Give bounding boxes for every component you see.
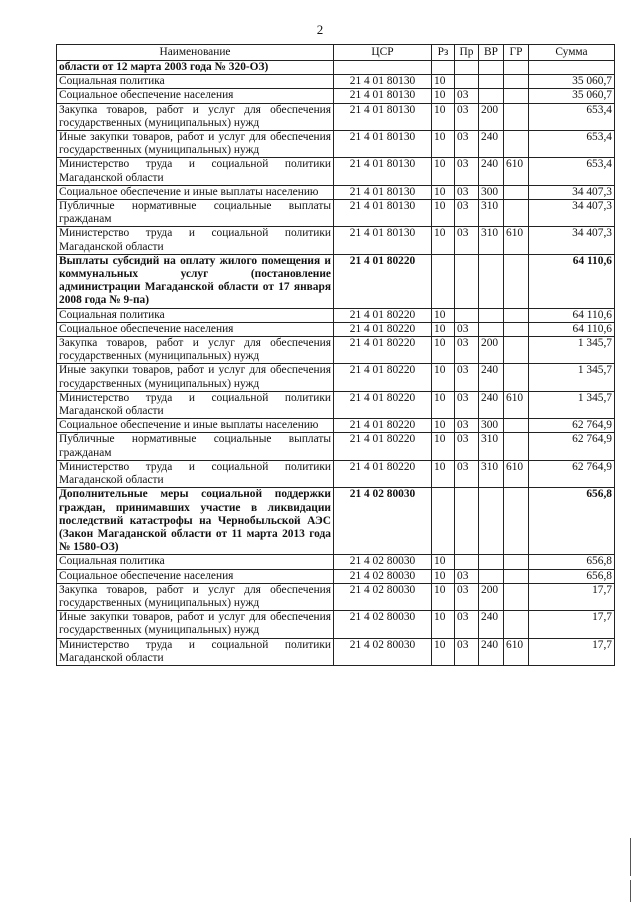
header-sum: Сумма [529,45,615,61]
cell-sum: 35 060,7 [529,89,615,103]
cell-rz: 10 [432,158,455,185]
cell-gr [504,61,529,75]
cell-sum: 653,4 [529,158,615,185]
cell-pr: 03 [455,460,479,487]
cell-sum: 17,7 [529,611,615,638]
cell-vr [479,488,504,555]
cell-csr: 21 4 01 80220 [334,308,432,322]
cell-vr: 200 [479,583,504,610]
cell-csr: 21 4 01 80220 [334,254,432,308]
table-row [57,433,615,460]
cell-csr: 21 4 01 80130 [334,185,432,199]
cell-pr [455,488,479,555]
page-number: 2 [316,22,324,37]
cell-name: Иные закупки товаров, работ и услуг для обеспечения государственных (муниципальных) нужд [57,611,334,638]
cell-name: Дополнительные меры социальной поддержки граждан, принимавших участие в ликвидации последствий катастрофы на Чернобыльской АЭС (Закон Магаданской области от 11 марта 2013 года № 1580-ОЗ) [57,488,334,555]
cell-vr: 240 [479,364,504,391]
table-header-row [57,45,615,61]
cell-rz: 10 [432,583,455,610]
cell-gr [504,488,529,555]
cell-vr [479,569,504,583]
cell-sum: 656,8 [529,555,615,569]
cell-name: Выплаты субсидий на оплату жилого помещения и коммунальных услуг (постановление администрации Магаданской области от 17 января 2008 года № 9-па) [57,254,334,308]
cell-rz: 10 [432,103,455,130]
table-row [57,103,615,130]
table-row [57,75,615,89]
cell-gr [504,583,529,610]
cell-csr: 21 4 01 80130 [334,131,432,158]
cell-rz: 10 [432,364,455,391]
cell-rz: 10 [432,555,455,569]
cell-name: Закупка товаров, работ и услуг для обеспечения государственных (муниципальных) нужд [57,583,334,610]
cell-sum: 62 764,9 [529,419,615,433]
cell-pr: 03 [455,583,479,610]
cell-gr: 610 [504,227,529,254]
cell-name: Министерство труда и социальной политики Магаданской области [57,460,334,487]
cell-vr: 300 [479,185,504,199]
cell-pr [455,308,479,322]
cell-pr [455,555,479,569]
header-vr: ВР [479,45,504,61]
cell-sum: 34 407,3 [529,185,615,199]
cell-name: Социальное обеспечение и иные выплаты населению [57,185,334,199]
cell-rz: 10 [432,131,455,158]
cell-rz: 10 [432,322,455,336]
cell-rz [432,488,455,555]
cell-csr: 21 4 01 80130 [334,89,432,103]
cell-vr [479,555,504,569]
cell-rz: 10 [432,75,455,89]
table-row [57,322,615,336]
cell-pr: 03 [455,391,479,418]
cell-csr: 21 4 02 80030 [334,611,432,638]
cell-sum: 1 345,7 [529,364,615,391]
budget-table [56,44,615,666]
cell-pr: 03 [455,227,479,254]
cell-name: Социальное обеспечение населения [57,322,334,336]
cell-name: Социальная политика [57,308,334,322]
cell-pr: 03 [455,364,479,391]
cell-sum: 656,8 [529,569,615,583]
cell-pr: 03 [455,433,479,460]
cell-csr: 21 4 02 80030 [334,488,432,555]
scan-edge-mark [630,838,631,876]
cell-pr: 03 [455,158,479,185]
cell-rz: 10 [432,391,455,418]
cell-rz: 10 [432,611,455,638]
cell-vr: 240 [479,611,504,638]
cell-pr: 03 [455,200,479,227]
cell-vr [479,254,504,308]
cell-gr [504,419,529,433]
table-row [57,555,615,569]
cell-vr: 240 [479,158,504,185]
table-row [57,419,615,433]
cell-pr: 03 [455,337,479,364]
cell-pr: 03 [455,611,479,638]
cell-name: Закупка товаров, работ и услуг для обеспечения государственных (муниципальных) нужд [57,103,334,130]
cell-pr: 03 [455,569,479,583]
cell-pr [455,75,479,89]
cell-sum: 1 345,7 [529,391,615,418]
cell-csr: 21 4 01 80130 [334,103,432,130]
cell-name: Министерство труда и социальной политики Магаданской области [57,638,334,665]
cell-rz: 10 [432,185,455,199]
cell-sum: 17,7 [529,583,615,610]
cell-vr: 240 [479,391,504,418]
table-row [57,61,615,75]
table-row [57,200,615,227]
cell-gr [504,103,529,130]
cell-rz: 10 [432,638,455,665]
cell-rz: 10 [432,337,455,364]
cell-vr: 310 [479,460,504,487]
cell-rz [432,61,455,75]
cell-gr [504,433,529,460]
cell-gr [504,131,529,158]
cell-vr [479,322,504,336]
cell-gr [504,89,529,103]
header-pr: Пр [455,45,479,61]
table-row [57,158,615,185]
header-rz: Рз [432,45,455,61]
cell-pr [455,254,479,308]
cell-rz [432,254,455,308]
cell-gr: 610 [504,158,529,185]
cell-csr: 21 4 02 80030 [334,583,432,610]
cell-gr: 610 [504,638,529,665]
cell-gr [504,364,529,391]
cell-vr: 200 [479,337,504,364]
cell-csr: 21 4 01 80220 [334,322,432,336]
cell-csr: 21 4 01 80130 [334,158,432,185]
table-row [57,185,615,199]
table-row [57,337,615,364]
cell-name: Социальная политика [57,75,334,89]
cell-name: Министерство труда и социальной политики Магаданской области [57,158,334,185]
cell-gr [504,569,529,583]
cell-rz: 10 [432,227,455,254]
table-row [57,131,615,158]
table-row [57,391,615,418]
table-row [57,364,615,391]
cell-vr: 240 [479,131,504,158]
cell-rz: 10 [432,419,455,433]
cell-pr [455,61,479,75]
table-row [57,638,615,665]
cell-pr: 03 [455,322,479,336]
cell-gr [504,185,529,199]
cell-name: Закупка товаров, работ и услуг для обеспечения государственных (муниципальных) нужд [57,337,334,364]
cell-sum: 653,4 [529,103,615,130]
cell-vr [479,308,504,322]
cell-name: Социальная политика [57,555,334,569]
cell-csr: 21 4 01 80130 [334,200,432,227]
table-row [57,583,615,610]
cell-rz: 10 [432,89,455,103]
cell-name: Иные закупки товаров, работ и услуг для обеспечения государственных (муниципальных) нужд [57,364,334,391]
table-row [57,254,615,308]
cell-vr: 300 [479,419,504,433]
cell-vr [479,61,504,75]
cell-vr: 200 [479,103,504,130]
cell-sum: 64 110,6 [529,254,615,308]
cell-sum: 34 407,3 [529,200,615,227]
cell-gr: 610 [504,391,529,418]
cell-vr [479,75,504,89]
cell-csr: 21 4 01 80220 [334,337,432,364]
cell-vr: 310 [479,227,504,254]
cell-csr: 21 4 01 80130 [334,75,432,89]
table-row [57,460,615,487]
cell-gr [504,254,529,308]
cell-gr [504,322,529,336]
table-row [57,308,615,322]
table-row [57,488,615,555]
table-row [57,569,615,583]
cell-pr: 03 [455,638,479,665]
cell-pr: 03 [455,185,479,199]
cell-gr [504,337,529,364]
cell-name: Публичные нормативные социальные выплаты гражданам [57,433,334,460]
cell-csr [334,61,432,75]
header-gr: ГР [504,45,529,61]
cell-name: Социальное обеспечение населения [57,89,334,103]
cell-pr: 03 [455,89,479,103]
cell-sum: 64 110,6 [529,308,615,322]
cell-csr: 21 4 01 80130 [334,227,432,254]
cell-pr: 03 [455,131,479,158]
cell-csr: 21 4 02 80030 [334,555,432,569]
cell-rz: 10 [432,200,455,227]
cell-csr: 21 4 01 80220 [334,460,432,487]
cell-sum: 653,4 [529,131,615,158]
table-row [57,227,615,254]
cell-sum: 64 110,6 [529,322,615,336]
cell-sum: 17,7 [529,638,615,665]
cell-vr [479,89,504,103]
cell-rz: 10 [432,308,455,322]
cell-rz: 10 [432,569,455,583]
cell-name: Публичные нормативные социальные выплаты гражданам [57,200,334,227]
cell-sum: 62 764,9 [529,433,615,460]
cell-gr [504,200,529,227]
table-body [57,61,615,666]
scan-edge-mark [630,880,631,902]
cell-gr: 610 [504,460,529,487]
cell-vr: 240 [479,638,504,665]
cell-gr [504,555,529,569]
cell-gr [504,611,529,638]
cell-rz: 10 [432,433,455,460]
cell-vr: 310 [479,200,504,227]
header-csr: ЦСР [334,45,432,61]
table-row [57,89,615,103]
cell-name: Министерство труда и социальной политики Магаданской области [57,227,334,254]
cell-gr [504,308,529,322]
cell-sum: 35 060,7 [529,75,615,89]
cell-rz: 10 [432,460,455,487]
cell-gr [504,75,529,89]
cell-csr: 21 4 01 80220 [334,364,432,391]
cell-name: Министерство труда и социальной политики Магаданской области [57,391,334,418]
cell-name: Иные закупки товаров, работ и услуг для обеспечения государственных (муниципальных) нужд [57,131,334,158]
cell-csr: 21 4 02 80030 [334,569,432,583]
cell-sum [529,61,615,75]
cell-name: Социальное обеспечение населения [57,569,334,583]
cell-pr: 03 [455,419,479,433]
cell-csr: 21 4 01 80220 [334,419,432,433]
cell-sum: 1 345,7 [529,337,615,364]
cell-pr: 03 [455,103,479,130]
cell-name: области от 12 марта 2003 года № 320-ОЗ) [57,61,334,75]
header-name: Наименование [57,45,334,61]
cell-sum: 656,8 [529,488,615,555]
cell-vr: 310 [479,433,504,460]
cell-csr: 21 4 02 80030 [334,638,432,665]
cell-sum: 62 764,9 [529,460,615,487]
cell-csr: 21 4 01 80220 [334,433,432,460]
cell-csr: 21 4 01 80220 [334,391,432,418]
table-row [57,611,615,638]
cell-name: Социальное обеспечение и иные выплаты населению [57,419,334,433]
cell-sum: 34 407,3 [529,227,615,254]
